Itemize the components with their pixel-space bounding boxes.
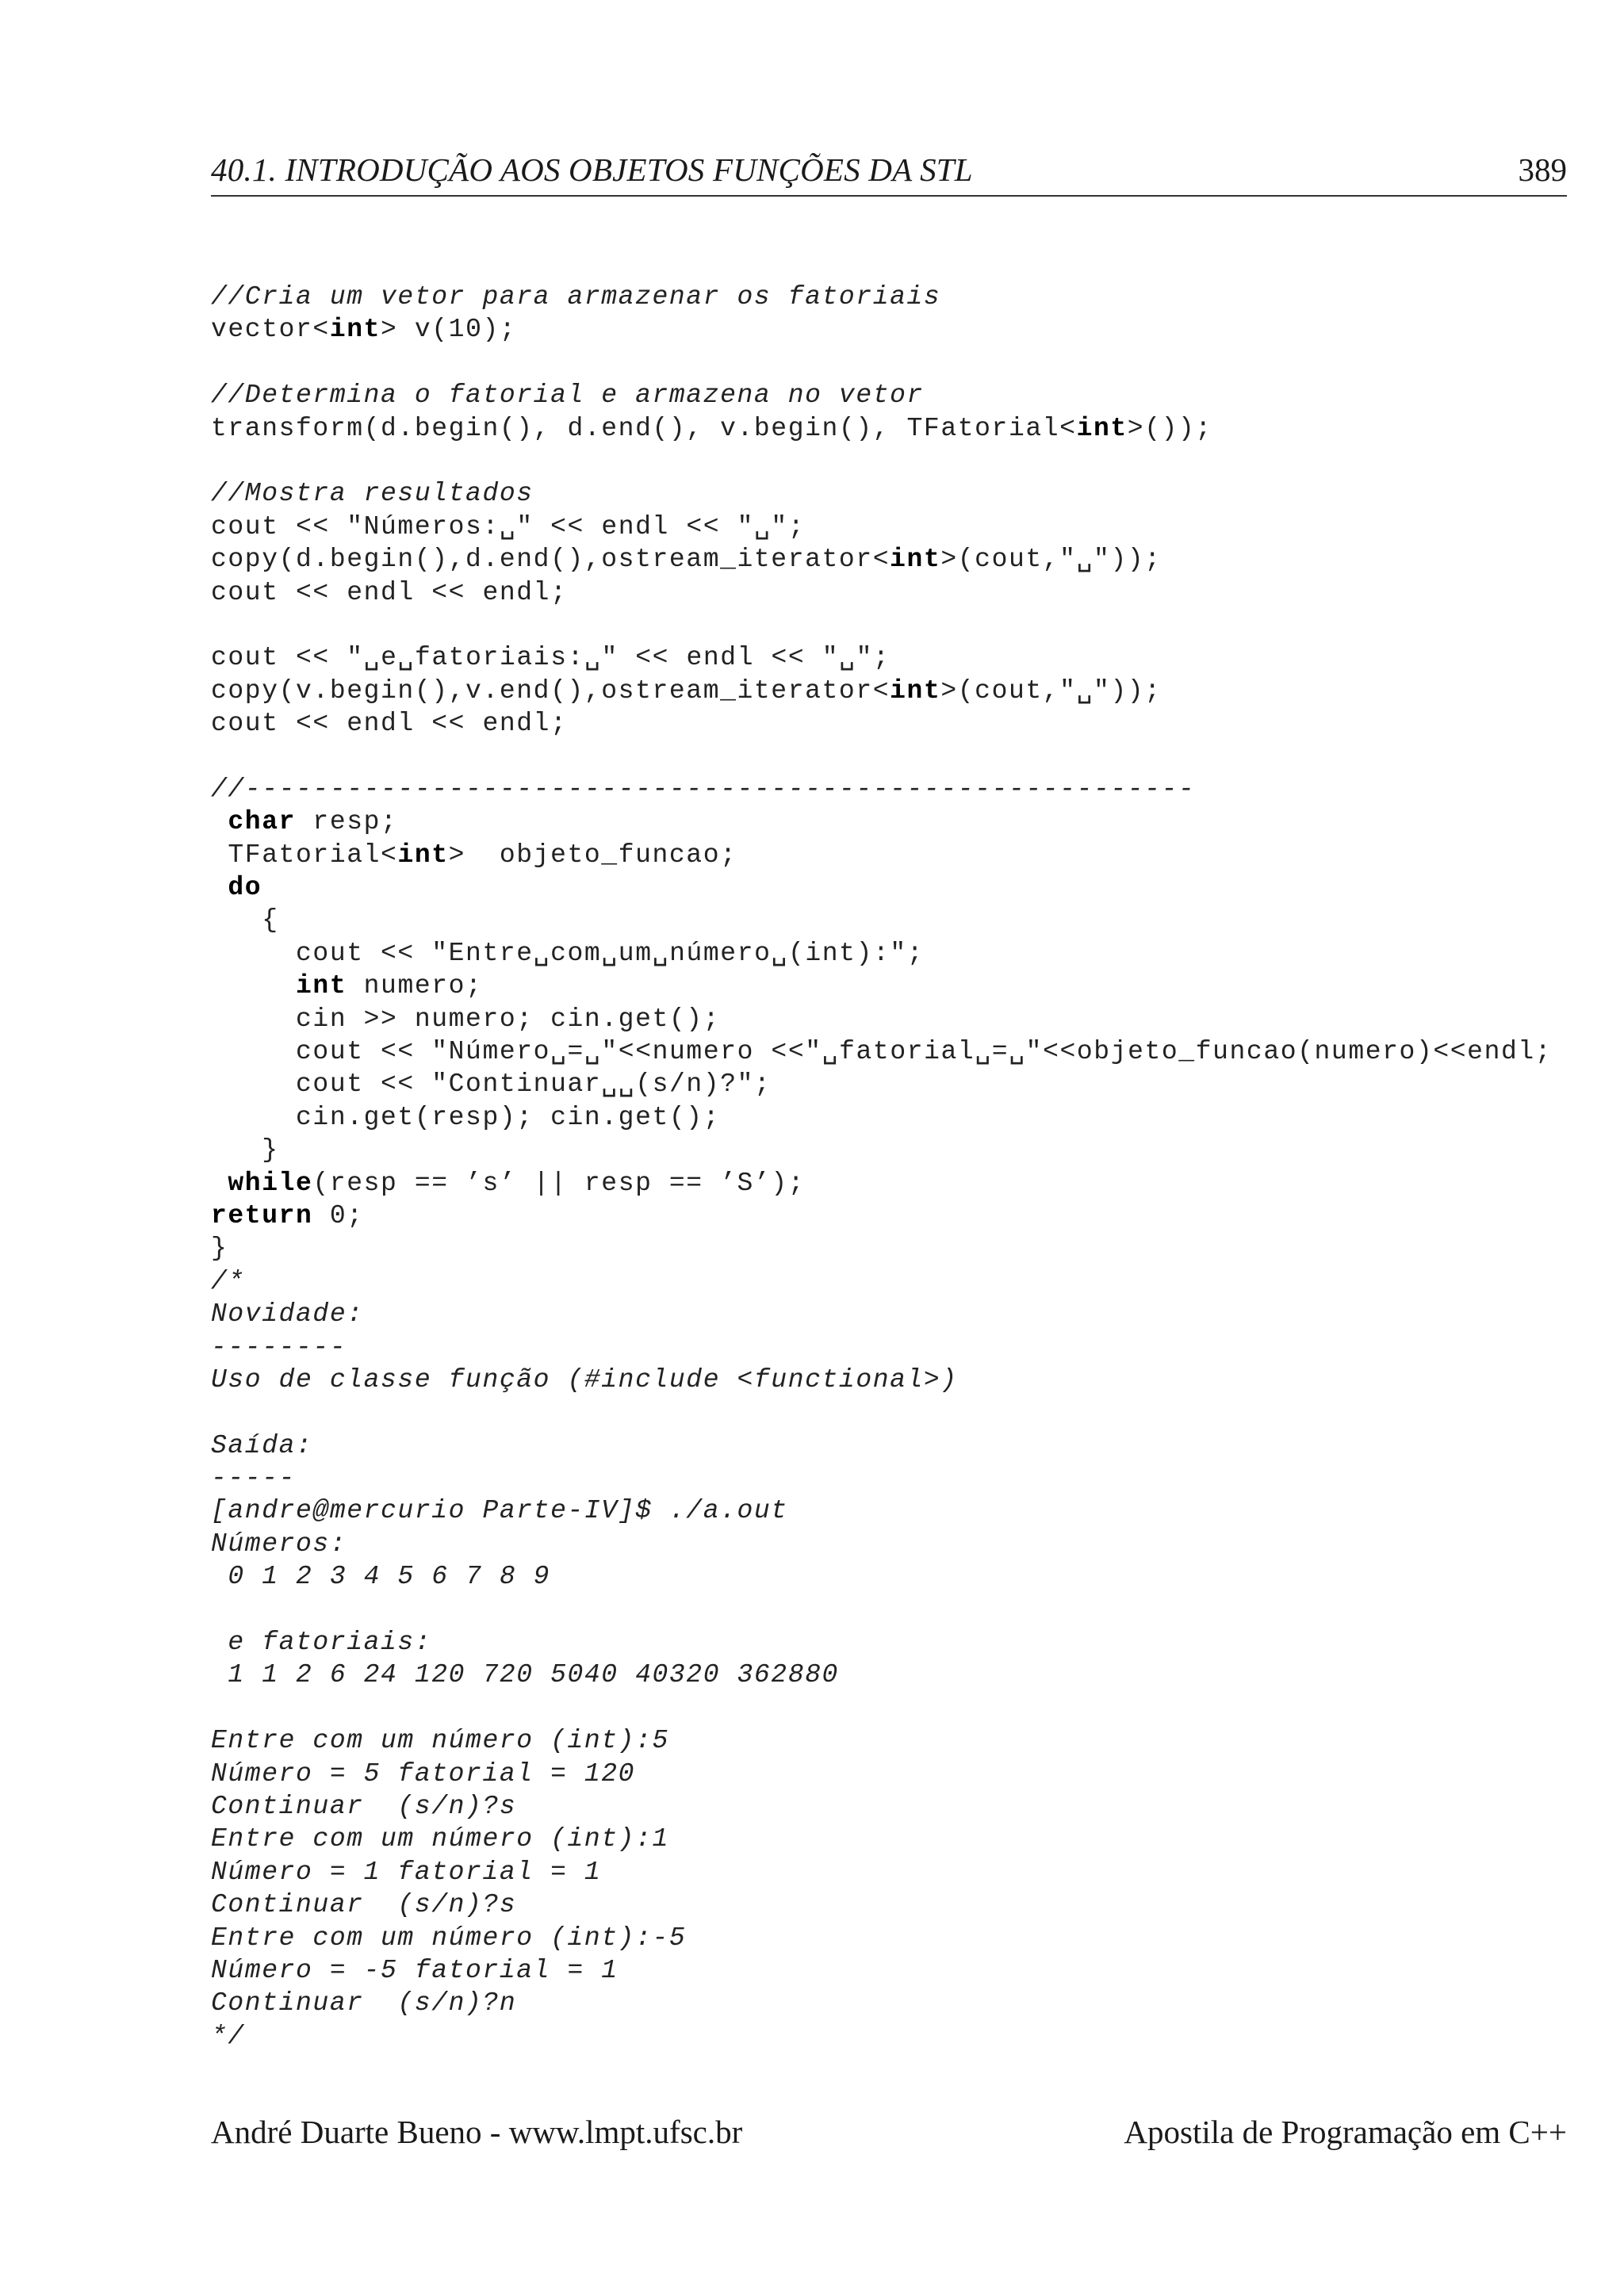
comment-line: Número = -5 fatorial = 1 xyxy=(211,1955,619,1985)
comment-line: Continuar (s/n)?s xyxy=(211,1791,517,1821)
code-line xyxy=(211,1594,1607,1626)
code-line: cout << endl << endl; xyxy=(211,709,568,739)
code-text: vector< xyxy=(211,315,330,345)
comment-line: //-------------------------------------------------------- xyxy=(211,774,1196,804)
code-line: cout << "Números:␣" << endl << "␣"; xyxy=(211,511,806,541)
comment-line: Saída: xyxy=(211,1430,313,1460)
page-number: 389 xyxy=(1518,151,1567,188)
code-line xyxy=(211,970,1607,1002)
comment-line: ----- xyxy=(211,1464,297,1494)
comment-line: Números: xyxy=(211,1529,347,1559)
code-line xyxy=(211,445,1607,477)
code-text: (resp == ’s’ || resp == ’S’); xyxy=(312,1168,806,1198)
code-line: } xyxy=(211,1135,279,1165)
code-line xyxy=(211,740,1607,772)
code-line xyxy=(211,543,1607,576)
code-text xyxy=(211,1169,228,1198)
comment-line: Continuar (s/n)?s xyxy=(211,1890,517,1920)
code-text: resp; xyxy=(296,807,398,837)
code-line xyxy=(211,806,1607,838)
comment-line: 1 1 2 6 24 120 720 5040 40320 362880 xyxy=(211,1660,839,1690)
code-line: cout << "Continuar␣␣(s/n)?"; xyxy=(211,1070,772,1100)
comment-line: */ xyxy=(211,2021,245,2051)
code-line xyxy=(211,346,1607,379)
code-line: } xyxy=(211,1234,228,1264)
keyword: int xyxy=(1076,413,1128,443)
code-line: cin.get(resp); cin.get(); xyxy=(211,1102,721,1132)
comment-line: Entre com um número (int):1 xyxy=(211,1824,669,1854)
code-text: 0; xyxy=(312,1200,364,1230)
keyword: int xyxy=(397,840,449,870)
keyword: do xyxy=(228,873,262,903)
code-line xyxy=(211,609,1607,641)
comment-line: //Cria um vetor para armazenar os fatoriais xyxy=(211,282,941,312)
footer-book-title: Apostila de Programação em C++ xyxy=(1124,2114,1567,2150)
keyword: while xyxy=(228,1168,313,1198)
code-line xyxy=(211,675,1607,707)
comment-line: -------- xyxy=(211,1332,347,1362)
keyword: int xyxy=(890,545,941,575)
keyword: char xyxy=(228,807,297,837)
running-header xyxy=(211,151,1567,197)
comment-line: Número = 5 fatorial = 120 xyxy=(211,1758,636,1789)
comment-line: [andre@mercurio Parte-IV]$ ./a.out xyxy=(211,1496,788,1526)
comment-line: //Determina o fatorial e armazena no vetor xyxy=(211,381,924,411)
keyword: return xyxy=(211,1200,313,1230)
code-text: numero; xyxy=(347,971,483,1001)
keyword: int xyxy=(296,971,347,1001)
code-text: > objeto_funcao; xyxy=(448,840,737,870)
code-listing xyxy=(211,281,1607,2053)
code-line xyxy=(211,1692,1607,1724)
comment-line: /* xyxy=(211,1266,245,1296)
comment-line: //Mostra resultados xyxy=(211,479,534,509)
code-text: copy(v.begin(),v.end(),ostream_iterator< xyxy=(211,675,891,706)
code-text: TFatorial< xyxy=(211,840,398,870)
comment-line: e fatoriais: xyxy=(211,1628,432,1658)
keyword: int xyxy=(329,315,381,345)
code-line: cout << "Número␣=␣"<<numero <<"␣fatorial␣=␣"<<objeto_funcao(numero)<<endl; xyxy=(211,1036,1553,1066)
code-text: copy(d.begin(),d.end(),ostream_iterator< xyxy=(211,545,891,575)
comment-line: 0 1 2 3 4 5 6 7 8 9 xyxy=(211,1562,551,1592)
code-text xyxy=(211,807,228,836)
comment-line: Número = 1 fatorial = 1 xyxy=(211,1857,602,1887)
code-line xyxy=(211,1167,1607,1200)
code-line xyxy=(211,1200,1607,1232)
comment-line: Entre com um número (int):5 xyxy=(211,1726,669,1756)
code-line: cout << "Entre␣com␣um␣número␣(int):"; xyxy=(211,938,925,968)
code-text: > v(10); xyxy=(381,315,517,345)
code-line: cout << endl << endl; xyxy=(211,577,568,607)
comment-line: Entre com um número (int):-5 xyxy=(211,1923,687,1953)
code-line: { xyxy=(211,905,279,936)
code-line xyxy=(211,313,1607,346)
section-title: 40.1. INTRODUÇÃO AOS OBJETOS FUNÇÕES DA STL xyxy=(211,151,973,188)
comment-line: Continuar (s/n)?n xyxy=(211,1988,517,2019)
code-line xyxy=(211,839,1607,871)
keyword: int xyxy=(890,675,941,706)
code-text: >()); xyxy=(1127,413,1212,443)
comment-line: Uso de classe função (#include <functional>) xyxy=(211,1364,958,1395)
code-line: cout << "␣e␣fatoriais:␣" << endl << "␣"; xyxy=(211,643,891,673)
code-text: >(cout,"␣")); xyxy=(940,545,1162,575)
code-text xyxy=(211,873,228,902)
comment-line: Novidade: xyxy=(211,1299,364,1330)
code-line: cin >> numero; cin.get(); xyxy=(211,1004,721,1034)
code-text: >(cout,"␣")); xyxy=(940,675,1162,706)
code-line xyxy=(211,412,1607,445)
code-text: transform(d.begin(), d.end(), v.begin(), TFatorial< xyxy=(211,413,1077,443)
code-line xyxy=(211,1396,1607,1429)
footer-author: André Duarte Bueno - www.lmpt.ufsc.br xyxy=(211,2114,743,2150)
code-text xyxy=(211,971,296,1001)
code-line xyxy=(211,871,1607,904)
